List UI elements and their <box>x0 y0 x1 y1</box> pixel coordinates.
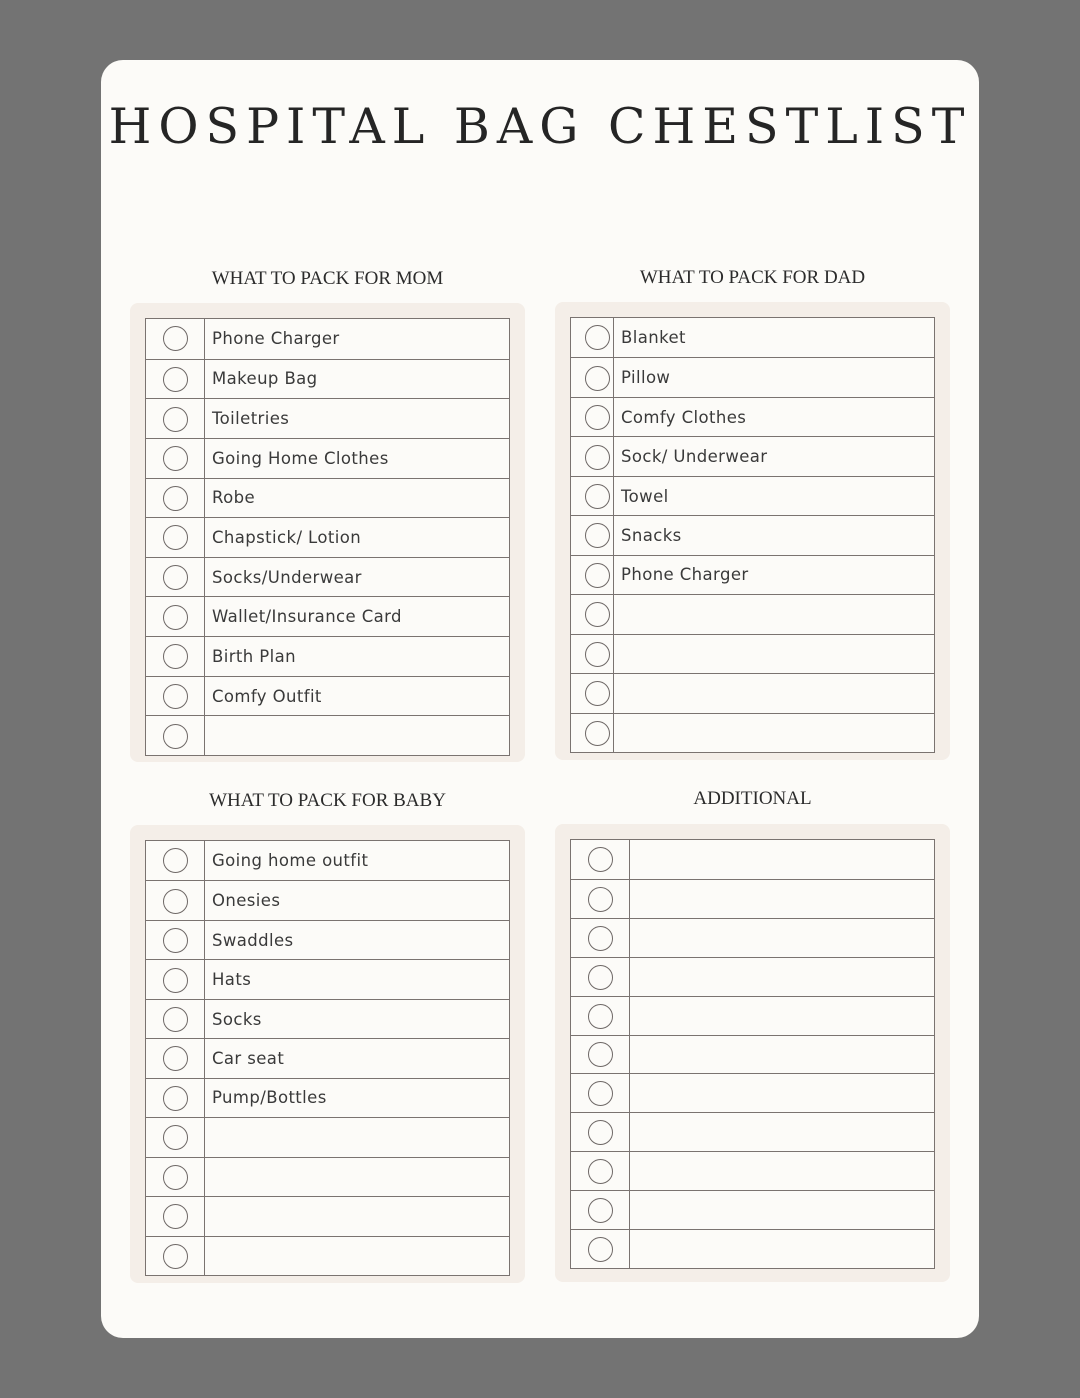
baby-checklist-row <box>146 959 509 998</box>
checkbox-cell <box>146 677 205 716</box>
mom-item-label: Birth Plan <box>212 646 296 666</box>
circle-checkbox-icon[interactable] <box>163 968 188 993</box>
dad-checklist-row <box>571 397 934 436</box>
checkbox-cell <box>146 716 205 755</box>
circle-checkbox-icon[interactable] <box>163 486 188 511</box>
circle-checkbox-icon[interactable] <box>588 926 613 951</box>
additional-checklist-row <box>571 918 934 957</box>
checkbox-cell <box>571 674 614 712</box>
checkbox-cell <box>571 516 614 554</box>
mom-item-label: Going Home Clothes <box>212 448 389 468</box>
baby-item-label: Hats <box>212 970 252 990</box>
dad-item-label: Sock/ Underwear <box>621 447 768 467</box>
mom-checklist-row <box>146 319 509 359</box>
baby-item-label: Pump/Bottles <box>212 1088 327 1108</box>
baby-section-heading: WHAT TO PACK FOR BABY <box>209 790 446 811</box>
dad-checklist-row <box>571 318 934 357</box>
additional-checklist-row <box>571 1112 934 1151</box>
baby-item-label: Socks <box>212 1009 262 1029</box>
circle-checkbox-icon[interactable] <box>163 928 188 953</box>
dad-checklist-row <box>571 436 934 475</box>
circle-checkbox-icon[interactable] <box>585 325 610 350</box>
additional-checklist-row <box>571 1151 934 1190</box>
circle-checkbox-icon[interactable] <box>588 1237 613 1262</box>
checkbox-cell <box>571 919 630 957</box>
mom-checklist-table <box>145 318 510 756</box>
checkbox-cell <box>146 841 205 880</box>
circle-checkbox-icon[interactable] <box>163 1086 188 1111</box>
checkbox-cell <box>146 881 205 919</box>
additional-checklist-row <box>571 957 934 996</box>
circle-checkbox-icon[interactable] <box>163 326 188 351</box>
mom-item-label: Phone Charger <box>212 329 340 349</box>
circle-checkbox-icon[interactable] <box>588 1159 613 1184</box>
checkbox-cell <box>571 1036 630 1074</box>
baby-checklist-row <box>146 880 509 919</box>
baby-checklist-row <box>146 1236 509 1275</box>
circle-checkbox-icon[interactable] <box>163 367 188 392</box>
additional-checklist-row <box>571 1229 934 1268</box>
checkbox-cell <box>146 1237 205 1275</box>
circle-checkbox-icon[interactable] <box>588 1042 613 1067</box>
mom-item-label: Comfy Outfit <box>212 686 322 706</box>
checkbox-cell <box>571 1152 630 1190</box>
mom-item-label: Robe <box>212 488 256 508</box>
dad-checklist-row <box>571 515 934 554</box>
checkbox-cell <box>571 958 630 996</box>
circle-checkbox-icon[interactable] <box>163 1244 188 1269</box>
checkbox-cell <box>146 558 205 597</box>
baby-checklist-row <box>146 999 509 1038</box>
checkbox-cell <box>146 439 205 478</box>
circle-checkbox-icon[interactable] <box>585 721 610 746</box>
additional-checklist-row <box>571 1035 934 1074</box>
dad-checklist-row <box>571 476 934 515</box>
checkbox-cell <box>146 597 205 636</box>
circle-checkbox-icon[interactable] <box>585 445 610 470</box>
dad-item-label: Comfy Clothes <box>621 407 747 427</box>
dad-checklist-row <box>571 713 934 752</box>
baby-checklist-row <box>146 1196 509 1235</box>
baby-checklist-row <box>146 841 509 880</box>
dad-item-label: Blanket <box>621 328 686 348</box>
mom-item-label: Makeup Bag <box>212 369 318 389</box>
dad-item-label: Phone Charger <box>621 565 749 585</box>
mom-item-label: Wallet/Insurance Card <box>212 607 402 627</box>
checkbox-cell <box>571 318 614 357</box>
circle-checkbox-icon[interactable] <box>585 602 610 627</box>
additional-checklist-row <box>571 840 934 879</box>
page-title: HOSPITAL BAG CHESTLIST <box>108 98 972 155</box>
mom-checklist-row <box>146 636 509 676</box>
checkbox-cell <box>571 556 614 594</box>
circle-checkbox-icon[interactable] <box>163 1165 188 1190</box>
additional-checklist-row <box>571 879 934 918</box>
dad-item-label: Pillow <box>621 368 671 388</box>
mom-checklist-row <box>146 398 509 438</box>
checkbox-cell <box>571 477 614 515</box>
checkbox-cell <box>571 1191 630 1229</box>
checkbox-cell <box>146 1118 205 1156</box>
mom-checklist-row <box>146 596 509 636</box>
circle-checkbox-icon[interactable] <box>163 525 188 550</box>
circle-checkbox-icon[interactable] <box>588 965 613 990</box>
baby-item-label: Going home outfit <box>212 851 369 871</box>
circle-checkbox-icon[interactable] <box>163 848 188 873</box>
circle-checkbox-icon[interactable] <box>588 887 613 912</box>
checkbox-cell <box>146 360 205 399</box>
dad-checklist-row <box>571 594 934 633</box>
checkbox-cell <box>146 1079 205 1117</box>
circle-checkbox-icon[interactable] <box>163 644 188 669</box>
mom-checklist-row <box>146 517 509 557</box>
circle-checkbox-icon[interactable] <box>585 681 610 706</box>
additional-section-heading: ADDITIONAL <box>693 788 812 809</box>
checkbox-cell <box>146 1000 205 1038</box>
mom-item-label: Chapstick/ Lotion <box>212 527 362 547</box>
checkbox-cell <box>571 840 630 879</box>
circle-checkbox-icon[interactable] <box>163 565 188 590</box>
dad-checklist-table <box>570 317 935 753</box>
checkbox-cell <box>571 437 614 475</box>
checkbox-cell <box>571 880 630 918</box>
mom-item-label: Toiletries <box>212 409 290 429</box>
checkbox-cell <box>146 1158 205 1196</box>
mom-section-heading: WHAT TO PACK FOR MOM <box>211 268 444 289</box>
checkbox-cell <box>146 1197 205 1235</box>
checkbox-cell <box>571 1113 630 1151</box>
dad-item-label: Towel <box>621 486 669 506</box>
circle-checkbox-icon[interactable] <box>163 724 188 749</box>
checkbox-cell <box>571 635 614 673</box>
baby-item-label: Onesies <box>212 891 281 911</box>
circle-checkbox-icon[interactable] <box>585 523 610 548</box>
circle-checkbox-icon[interactable] <box>588 1120 613 1145</box>
dad-checklist-row <box>571 673 934 712</box>
dad-checklist-row <box>571 555 934 594</box>
baby-checklist-row <box>146 1117 509 1156</box>
baby-checklist-row <box>146 920 509 959</box>
circle-checkbox-icon[interactable] <box>585 563 610 588</box>
circle-checkbox-icon[interactable] <box>588 1198 613 1223</box>
circle-checkbox-icon[interactable] <box>585 642 610 667</box>
circle-checkbox-icon[interactable] <box>163 889 188 914</box>
mom-checklist-row <box>146 676 509 716</box>
circle-checkbox-icon[interactable] <box>163 1007 188 1032</box>
checkbox-cell <box>571 358 614 396</box>
checkbox-cell <box>571 398 614 436</box>
circle-checkbox-icon[interactable] <box>163 1125 188 1150</box>
additional-checklist-row <box>571 996 934 1035</box>
checkbox-cell <box>571 997 630 1035</box>
mom-checklist-row <box>146 715 509 755</box>
circle-checkbox-icon[interactable] <box>163 684 188 709</box>
mom-checklist-row <box>146 438 509 478</box>
checkbox-cell <box>571 1074 630 1112</box>
circle-checkbox-icon[interactable] <box>163 1046 188 1071</box>
circle-checkbox-icon[interactable] <box>588 1004 613 1029</box>
baby-item-label: Swaddles <box>212 930 294 950</box>
mom-checklist-row <box>146 478 509 518</box>
checkbox-cell <box>146 319 205 359</box>
additional-checklist-row <box>571 1073 934 1112</box>
circle-checkbox-icon[interactable] <box>163 1204 188 1229</box>
dad-item-label: Snacks <box>621 525 682 545</box>
baby-checklist-row <box>146 1157 509 1196</box>
checkbox-cell <box>146 479 205 518</box>
checkbox-cell <box>571 595 614 633</box>
dad-checklist-row <box>571 357 934 396</box>
checkbox-cell <box>146 399 205 438</box>
dad-checklist-row <box>571 634 934 673</box>
checkbox-cell <box>571 1230 630 1268</box>
mom-item-label: Socks/Underwear <box>212 567 362 587</box>
circle-checkbox-icon[interactable] <box>588 847 613 872</box>
checkbox-cell <box>146 637 205 676</box>
additional-checklist-row <box>571 1190 934 1229</box>
baby-checklist-table <box>145 840 510 1276</box>
checkbox-cell <box>146 1039 205 1077</box>
checkbox-cell <box>571 714 614 752</box>
circle-checkbox-icon[interactable] <box>163 407 188 432</box>
circle-checkbox-icon[interactable] <box>585 484 610 509</box>
baby-checklist-row <box>146 1038 509 1077</box>
circle-checkbox-icon[interactable] <box>163 446 188 471</box>
circle-checkbox-icon[interactable] <box>588 1081 613 1106</box>
mom-checklist-row <box>146 557 509 597</box>
circle-checkbox-icon[interactable] <box>585 366 610 391</box>
circle-checkbox-icon[interactable] <box>163 605 188 630</box>
mom-checklist-row <box>146 359 509 399</box>
baby-item-label: Car seat <box>212 1048 285 1068</box>
baby-checklist-row <box>146 1078 509 1117</box>
dad-section-heading: WHAT TO PACK FOR DAD <box>639 267 866 288</box>
checkbox-cell <box>146 518 205 557</box>
circle-checkbox-icon[interactable] <box>585 405 610 430</box>
checkbox-cell <box>146 960 205 998</box>
additional-checklist-table <box>570 839 935 1269</box>
checkbox-cell <box>146 921 205 959</box>
